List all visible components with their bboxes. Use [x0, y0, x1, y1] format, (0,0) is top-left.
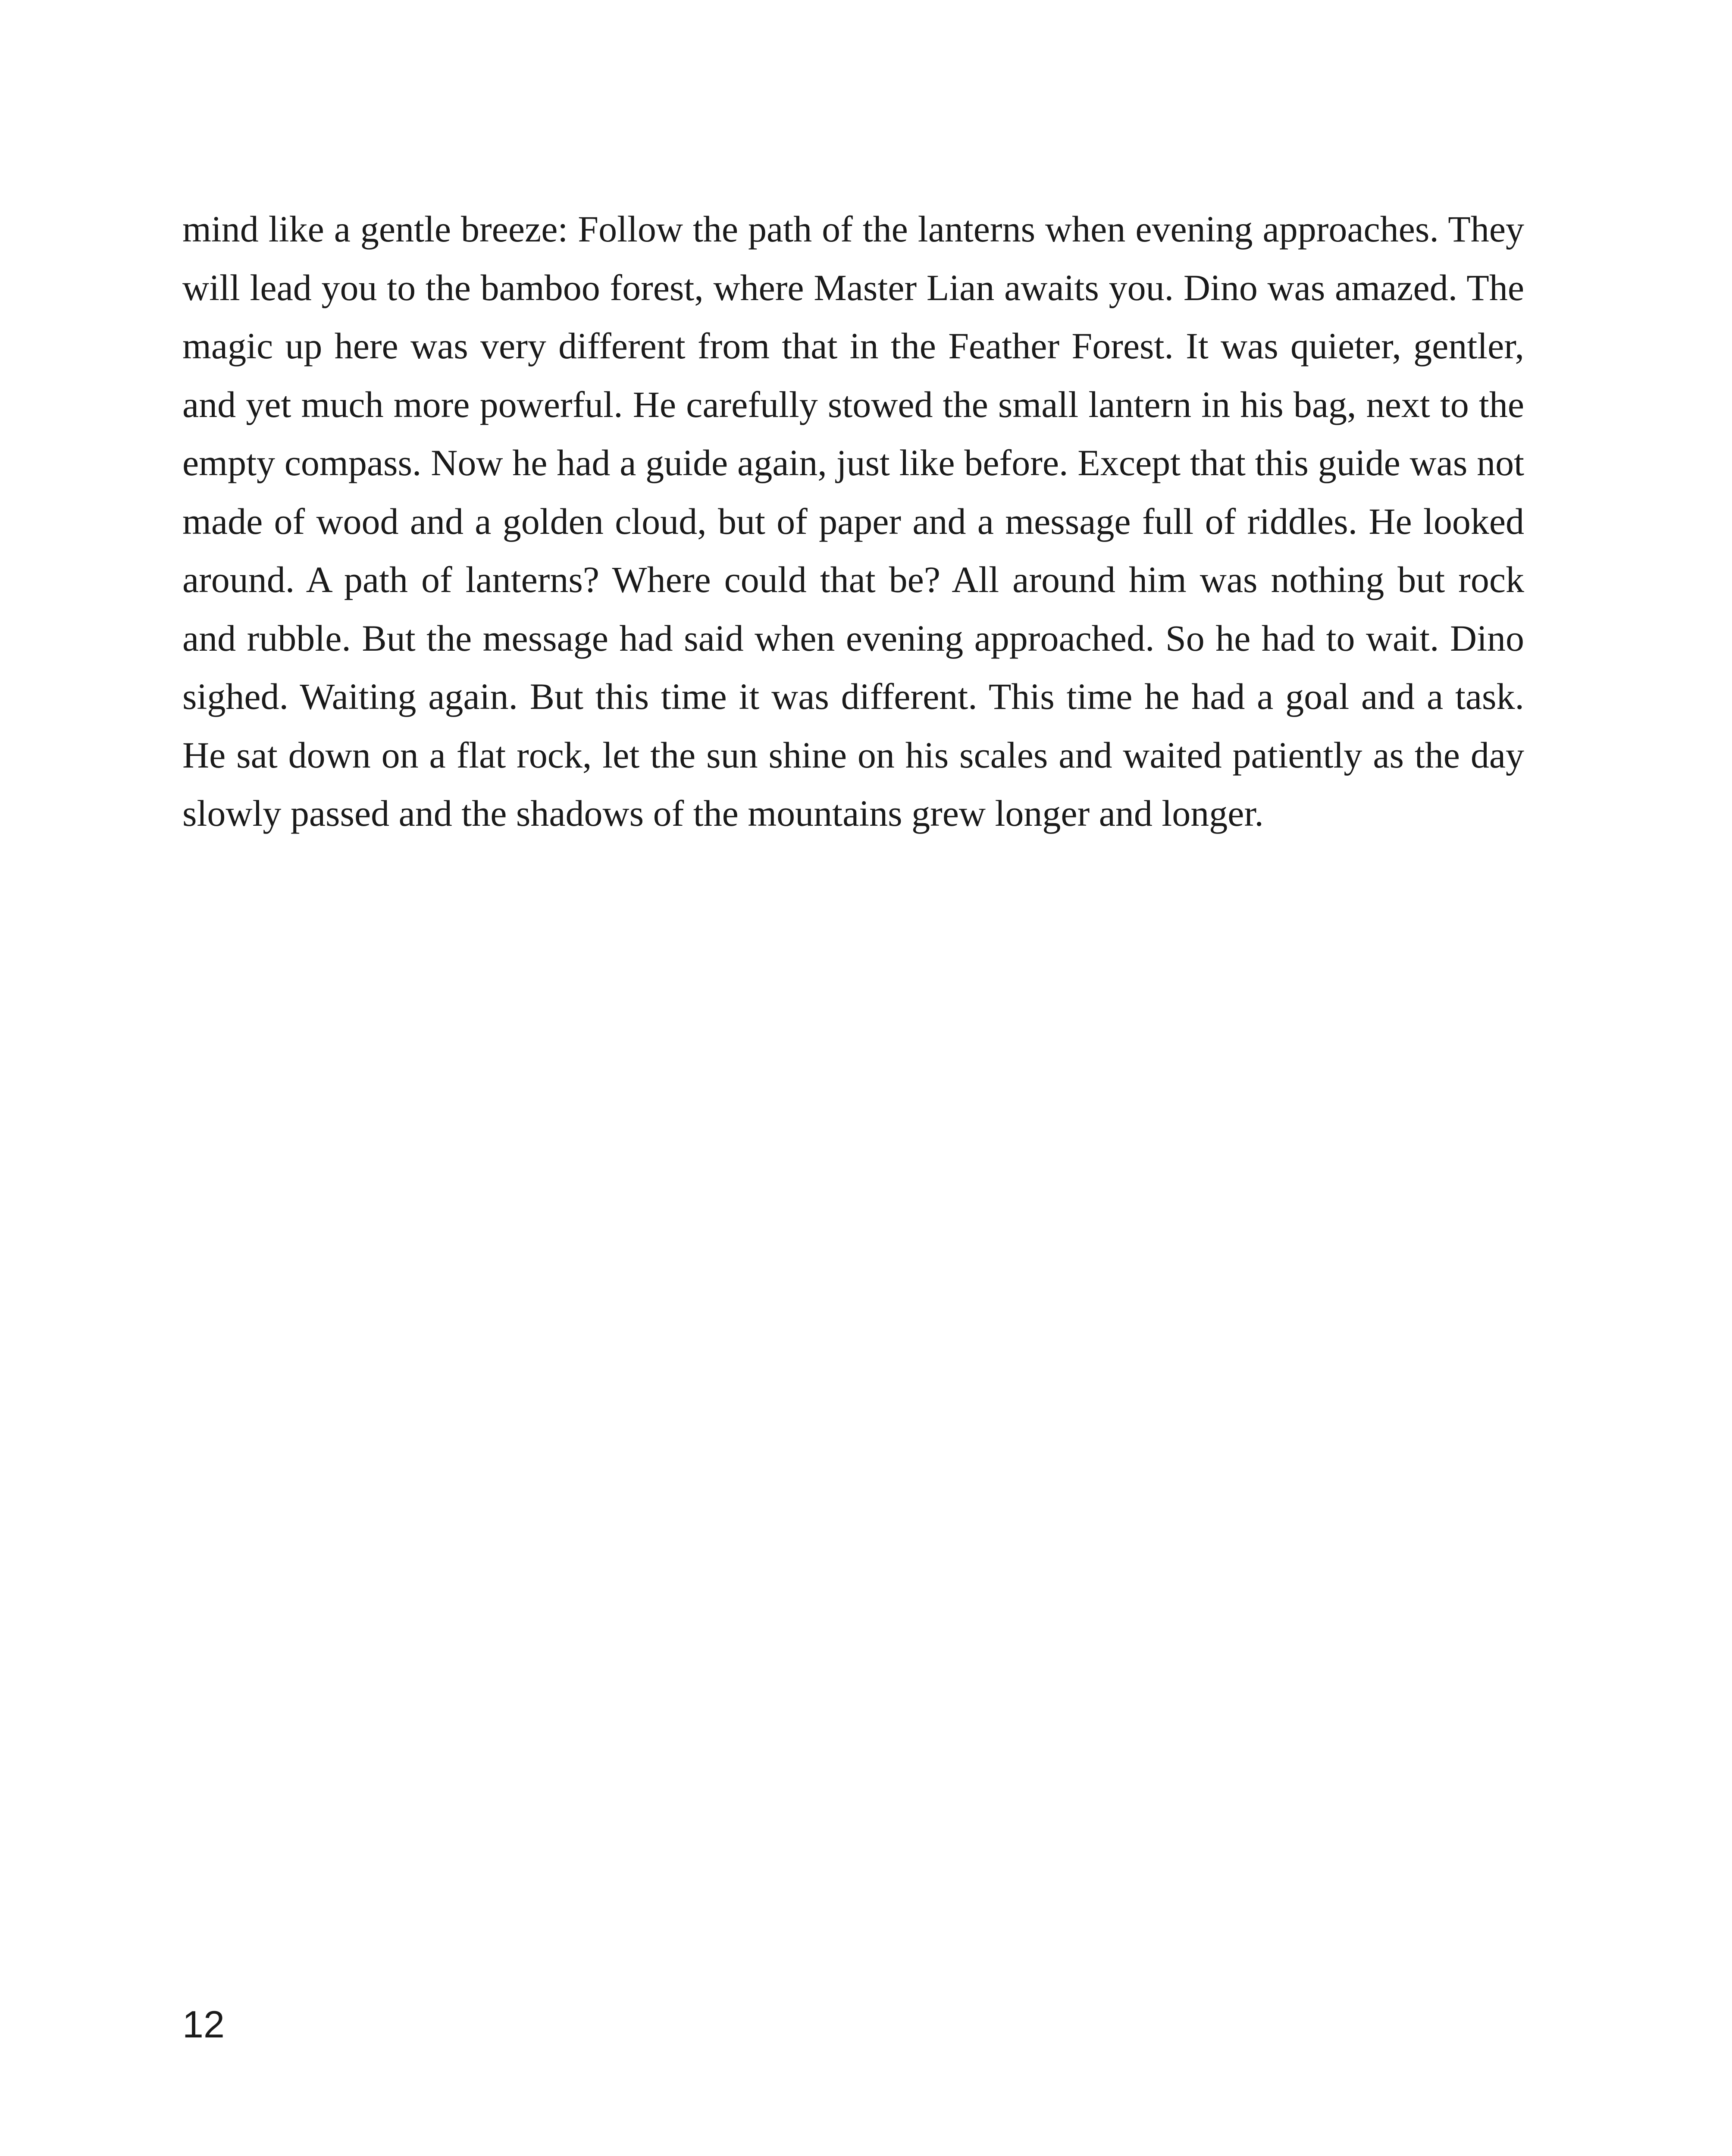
story-paragraph: mind like a gentle breeze: Follow the path of the lanterns when evening approaches. They will lead you to the bamboo forest, where Master Lian awaits you. Dino was amazed. The magic up here was very different from that in the Feather Forest. It was quieter, gentler, and yet much more powerful. He carefully stowed the small lantern in his bag, next to the empty compass. Now he had a guide again, just like before. Except that this guide was not made of wood and a golden cloud, but of paper and a message full of riddles. He looked around. A path of lanterns? Where could that be? All around him was nothing but rock and rubble. But the message had said when evening approached. So he had to wait. Dino sighed. Waiting again. But this time it was different. This time he had a goal and a task. He sat down on a flat rock, let the sun shine on his scales and waited patiently as the day slowly passed and the shadows of the mountains grew longer and longer.: [182, 208, 1524, 834]
page-number: 12: [182, 2003, 225, 2046]
